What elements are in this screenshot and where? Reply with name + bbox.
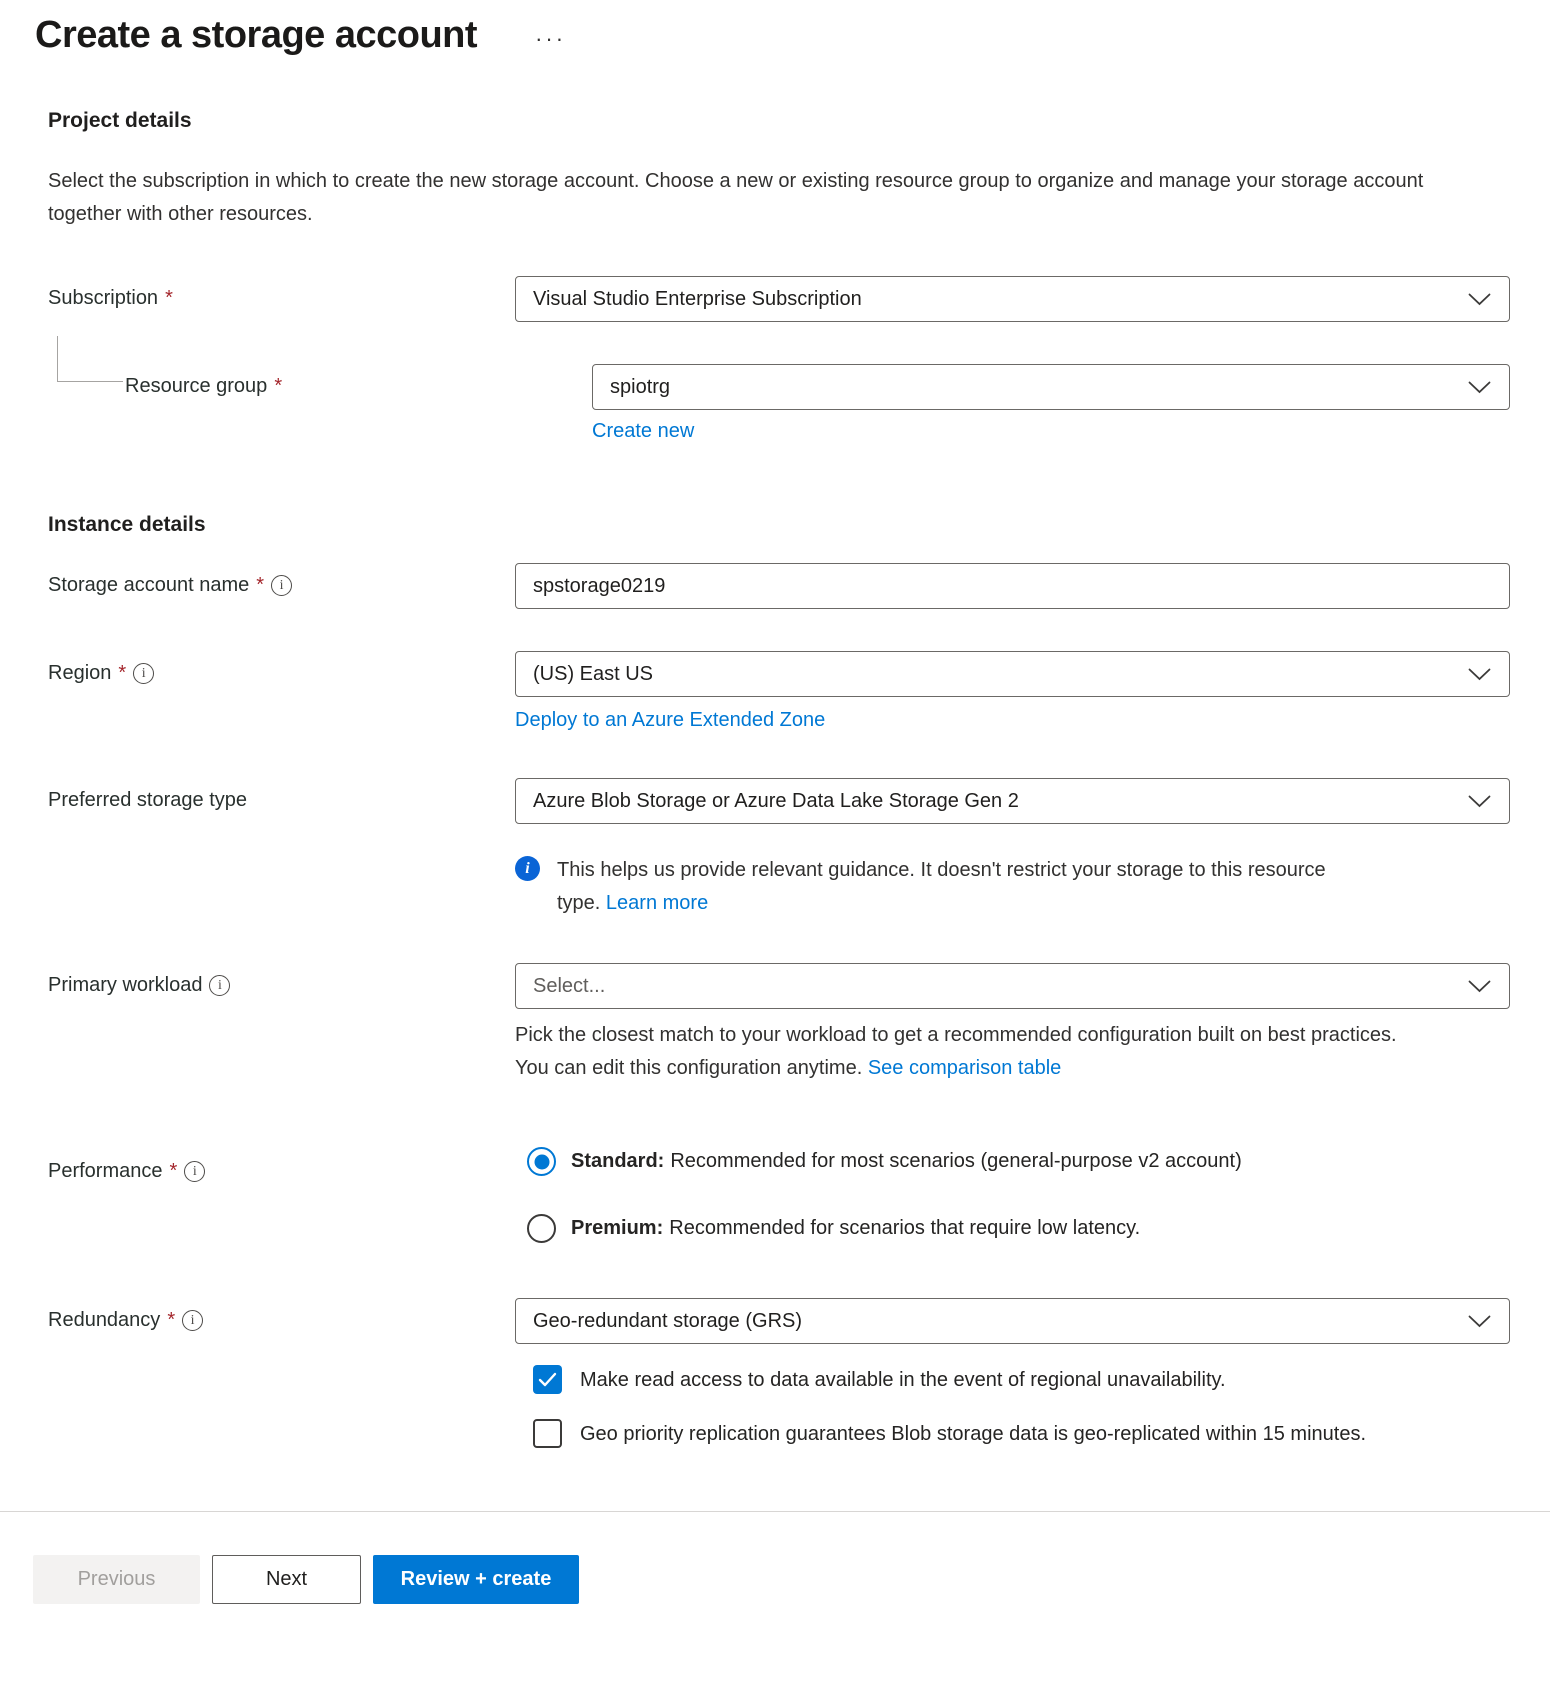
region-dropdown[interactable] xyxy=(515,651,1510,697)
subscription-dropdown[interactable] xyxy=(515,276,1510,322)
next-button[interactable]: Next xyxy=(212,1555,361,1604)
chevron-down-icon xyxy=(1468,795,1491,808)
radio-selected-icon[interactable] xyxy=(527,1147,556,1176)
region-row xyxy=(48,651,1510,732)
required-asterisk: * xyxy=(169,1160,178,1182)
redundancy-row xyxy=(48,1298,1510,1451)
info-icon[interactable]: i xyxy=(182,1310,203,1331)
region-label: Region * i xyxy=(48,651,515,685)
subscription-dropdown-value: Visual Studio Enterprise Subscription xyxy=(533,287,862,310)
storage-type-info-text: This helps us provide relevant guidance. It doesn't restrict your storage to this resource type. Learn more xyxy=(557,854,1357,920)
performance-standard-radio-option[interactable] xyxy=(515,1147,1510,1176)
radio-unselected-icon[interactable] xyxy=(527,1214,556,1243)
required-asterisk: * xyxy=(167,1309,176,1331)
primary-workload-row xyxy=(48,963,1510,1085)
primary-workload-placeholder: Select... xyxy=(533,974,606,997)
region-dropdown-value: (US) East US xyxy=(533,662,654,685)
info-icon[interactable]: i xyxy=(184,1161,205,1182)
section-heading-instance-details: Instance details xyxy=(48,513,206,536)
subscription-row xyxy=(48,276,1510,322)
form-content xyxy=(0,109,1550,1451)
redundancy-dropdown-value: Geo-redundant storage (GRS) xyxy=(533,1309,803,1332)
storage-type-info-note xyxy=(515,854,1510,920)
see-comparison-table-link[interactable]: See comparison table xyxy=(867,1057,1062,1079)
preferred-storage-type-dropdown-value: Azure Blob Storage or Azure Data Lake Storage Gen 2 xyxy=(533,789,1019,812)
storage-account-name-input[interactable] xyxy=(515,563,1510,609)
footer-buttons xyxy=(33,1555,1550,1604)
chevron-down-icon xyxy=(1468,293,1491,306)
read-access-checkbox-label: Make read access to data available in the event of regional unavailability. xyxy=(580,1369,1226,1391)
required-asterisk: * xyxy=(165,287,173,309)
checkbox-checked-icon[interactable] xyxy=(533,1365,562,1394)
page-header xyxy=(0,0,1550,57)
required-asterisk: * xyxy=(118,662,127,684)
project-details-description: Select the subscription in which to create the new storage account. Choose a new or existing resource group to organize and manage your storage account together with other resources. xyxy=(48,170,1424,225)
geo-priority-checkbox-label: Geo priority replication guarantees Blob storage data is geo-replicated within 15 minutes. xyxy=(580,1423,1366,1445)
learn-more-link[interactable]: Learn more xyxy=(605,892,709,914)
review-create-button[interactable]: Review + create xyxy=(373,1555,579,1604)
performance-standard-text: Standard: Recommended for most scenarios (general-purpose v2 account) xyxy=(571,1150,1242,1172)
deploy-extended-zone-link[interactable]: Deploy to an Azure Extended Zone xyxy=(515,709,826,731)
storage-account-name-label: Storage account name * i xyxy=(48,563,515,597)
chevron-down-icon xyxy=(1468,980,1491,993)
required-asterisk: * xyxy=(256,574,265,596)
performance-premium-radio-option[interactable] xyxy=(515,1214,1510,1243)
preferred-storage-type-dropdown[interactable] xyxy=(515,778,1510,824)
geo-priority-checkbox-row[interactable] xyxy=(515,1418,1510,1451)
read-access-checkbox-row[interactable] xyxy=(515,1364,1510,1397)
performance-premium-text: Premium: Recommended for scenarios that require low latency. xyxy=(571,1217,1141,1239)
previous-button[interactable]: Previous xyxy=(33,1555,200,1604)
preferred-storage-type-row xyxy=(48,778,1510,920)
chevron-down-icon xyxy=(1468,381,1491,394)
info-icon[interactable]: i xyxy=(271,575,292,596)
more-menu-ellipsis-icon[interactable]: ··· xyxy=(535,25,567,51)
redundancy-dropdown[interactable] xyxy=(515,1298,1510,1344)
required-asterisk: * xyxy=(274,375,283,397)
resource-group-dropdown-value: spiotrg xyxy=(610,375,671,398)
checkbox-unchecked-icon[interactable] xyxy=(533,1419,562,1448)
create-new-link[interactable]: Create new xyxy=(592,420,695,442)
chevron-down-icon xyxy=(1468,1315,1491,1328)
subscription-label: Subscription * xyxy=(48,287,173,309)
resource-group-label: Resource group * xyxy=(125,375,283,397)
primary-workload-label: Primary workload i xyxy=(48,963,515,997)
preferred-storage-type-label: Preferred storage type xyxy=(48,789,247,811)
performance-label: Performance * i xyxy=(48,1147,515,1183)
storage-account-name-row xyxy=(48,563,1510,609)
indent-connector-line xyxy=(57,336,123,382)
primary-workload-dropdown[interactable] xyxy=(515,963,1510,1009)
chevron-down-icon xyxy=(1468,668,1491,681)
footer-divider xyxy=(0,1511,1550,1512)
resource-group-dropdown[interactable] xyxy=(592,364,1510,410)
resource-group-row xyxy=(48,364,1510,443)
info-icon[interactable]: i xyxy=(133,663,154,684)
page-title: Create a storage account xyxy=(35,14,478,56)
redundancy-label: Redundancy * i xyxy=(48,1298,515,1332)
primary-workload-helper: Pick the closest match to your workload to get a recommended configuration built on best practices. You can edit this configuration anytime. See comparison table xyxy=(515,1019,1415,1085)
info-icon[interactable]: i xyxy=(209,975,230,996)
performance-row xyxy=(48,1147,1510,1243)
section-heading-project-details: Project details xyxy=(48,109,192,132)
info-filled-icon: i xyxy=(515,856,540,881)
